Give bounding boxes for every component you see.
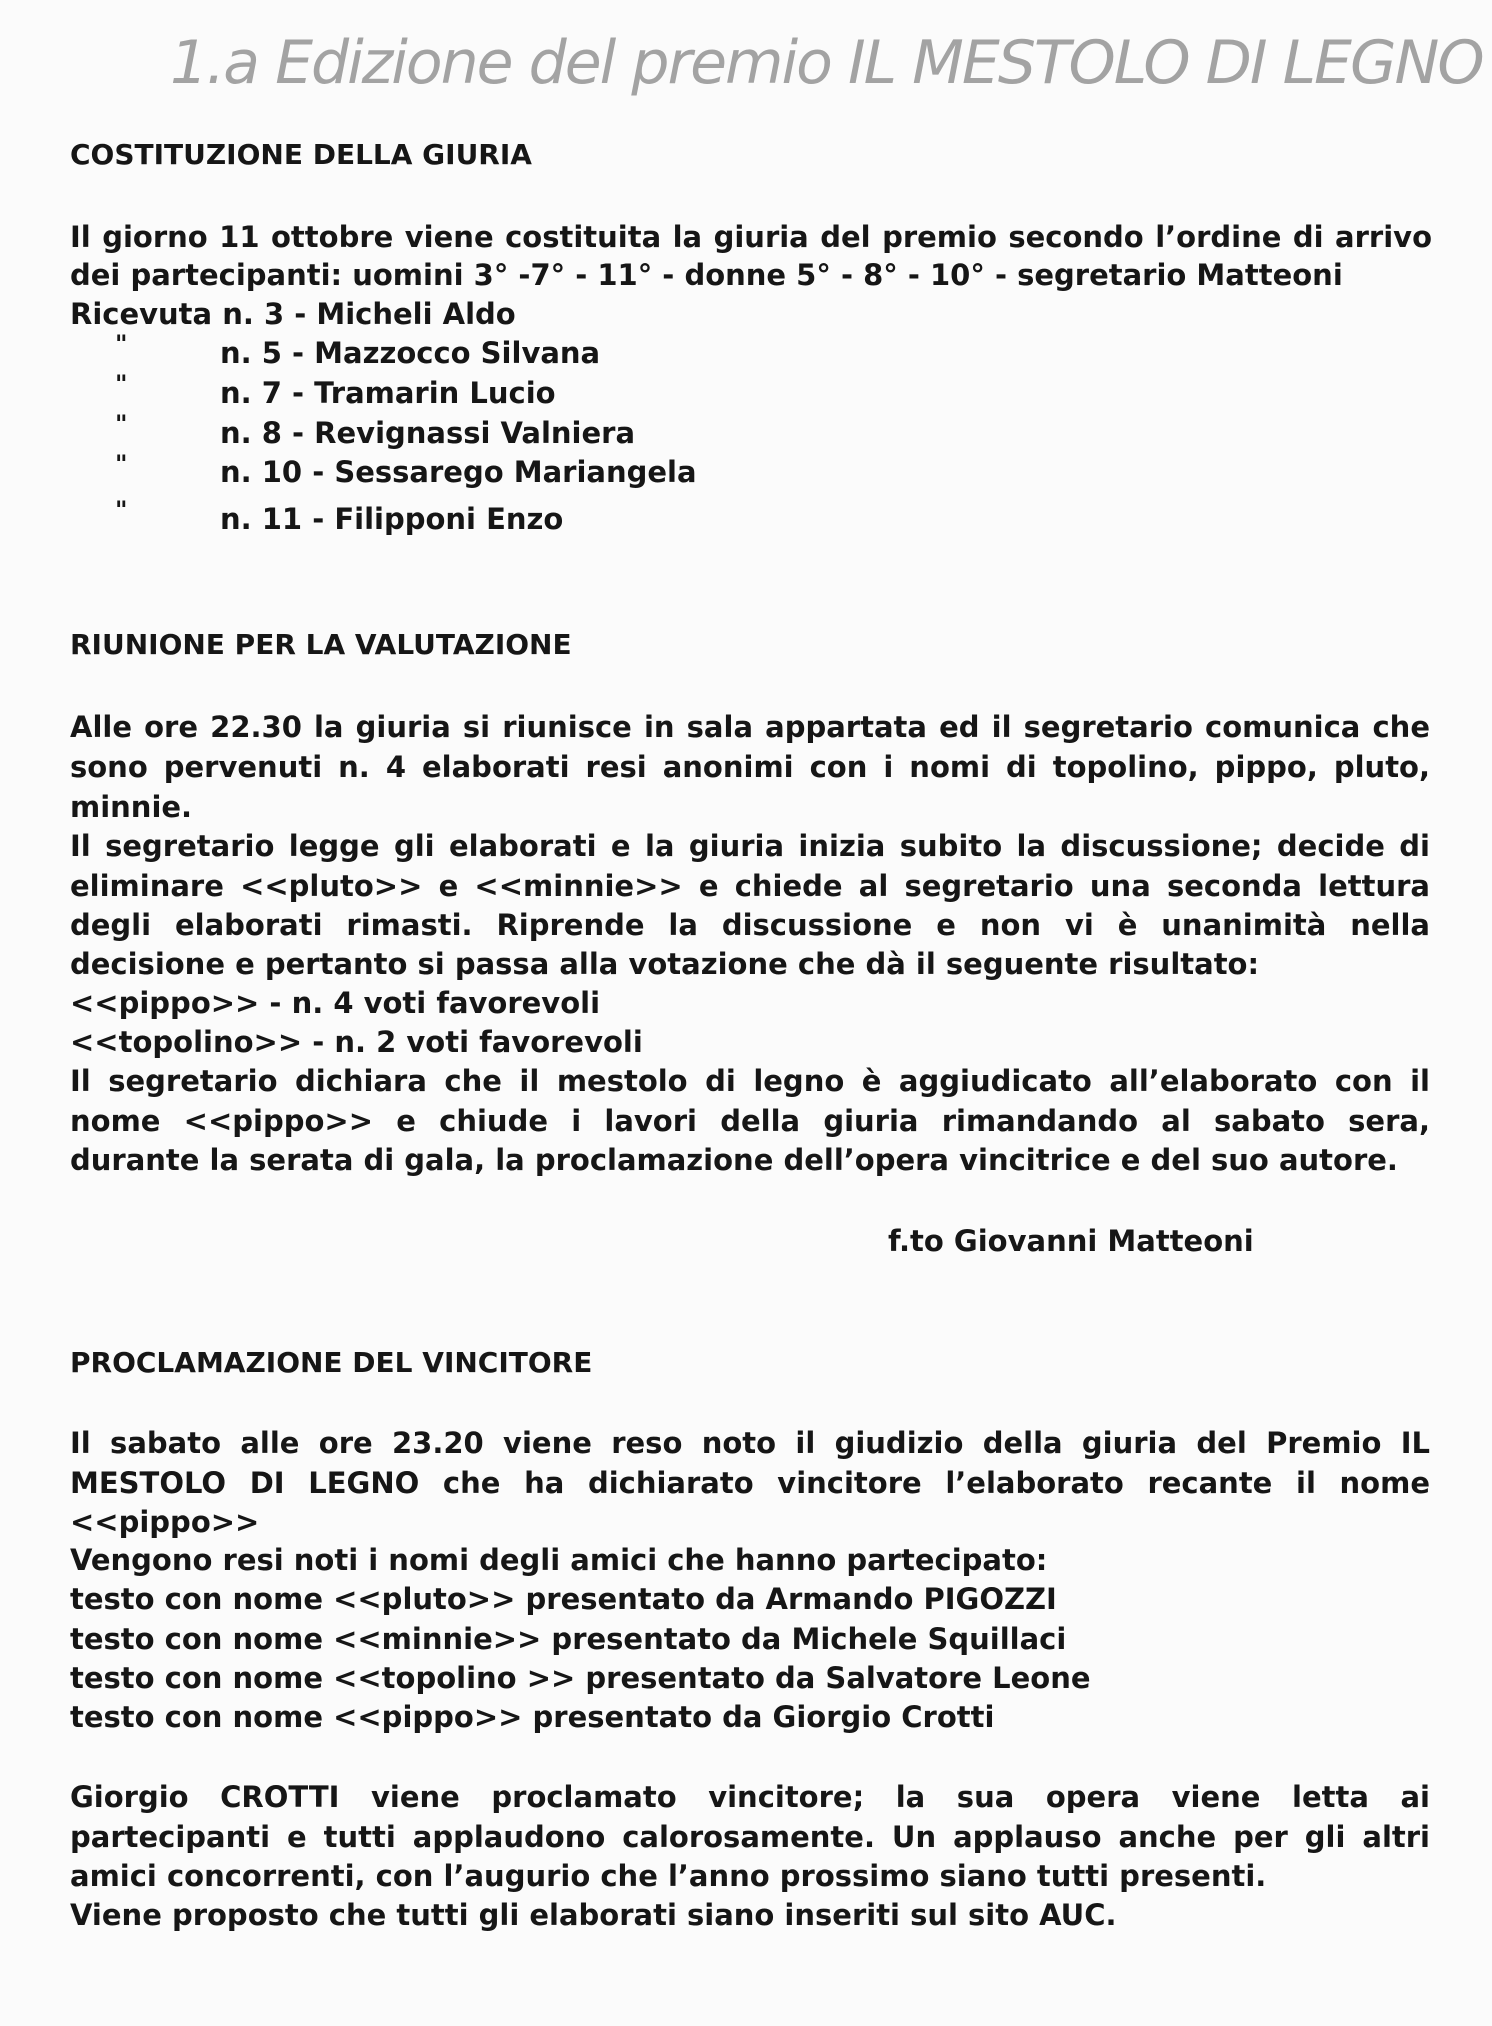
paragraph-line: Il segretario dichiara che il mestolo di legno è aggiudicato all’elaborato con il: [70, 1064, 1430, 1098]
jury-entry: n. 5 - Mazzocco Silvana: [220, 336, 601, 370]
ditto-mark: ": [115, 330, 128, 358]
paragraph-line: minnie.: [70, 790, 193, 824]
paragraph-line: Vengono resi noti i nomi degli amici che hanno partecipato:: [70, 1543, 1048, 1577]
section-heading-vincitore: PROCLAMAZIONE DEL VINCITORE: [70, 1346, 593, 1379]
jury-entry: n. 8 - Revignassi Valniera: [220, 416, 636, 450]
participant-entry: testo con nome <<pippo>> presentato da Giorgio Crotti: [70, 1700, 995, 1734]
paragraph-line: partecipanti e tutti applaudono calorosamente. Un applauso anche per gli altri: [70, 1820, 1430, 1854]
vote-result: <<topolino>> - n. 2 voti favorevoli: [70, 1025, 643, 1059]
paragraph-line: Il segretario legge gli elaborati e la giuria inizia subito la discussione; decide di: [70, 829, 1430, 863]
paragraph-line: MESTOLO DI LEGNO che ha dichiarato vincitore l’elaborato recante il nome: [70, 1466, 1430, 1500]
vote-result: <<pippo>> - n. 4 voti favorevoli: [70, 986, 601, 1020]
ditto-mark: ": [115, 450, 128, 478]
paragraph-line: nome <<pippo>> e chiude i lavori della giuria rimandando al sabato sera,: [70, 1104, 1430, 1138]
paragraph-line: durante la serata di gala, la proclamazione dell’opera vincitrice e del suo autore.: [70, 1143, 1398, 1177]
paragraph-line: dei partecipanti: uomini 3° -7° - 11° - donne 5° - 8° - 10° - segretario Matteoni: [70, 258, 1343, 292]
section-heading-valutazione: RIUNIONE PER LA VALUTAZIONE: [70, 628, 572, 661]
paragraph-line: Il giorno 11 ottobre viene costituita la giuria del premio secondo l’ordine di arrivo: [70, 220, 1432, 254]
paragraph-line: <<pippo>>: [70, 1505, 260, 1539]
paragraph-line: Viene proposto che tutti gli elaborati siano inseriti sul sito AUC.: [70, 1898, 1117, 1932]
paragraph-line: eliminare <<pluto>> e <<minnie>> e chiede al segretario una seconda lettura: [70, 869, 1430, 903]
jury-entry: Ricevuta n. 3 - Micheli Aldo: [70, 297, 516, 331]
paragraph-line: degli elaborati rimasti. Riprende la discussione e non vi è unanimità nella: [70, 908, 1430, 942]
participant-entry: testo con nome <<topolino >> presentato da Salvatore Leone: [70, 1661, 1091, 1695]
ditto-mark: ": [115, 410, 128, 438]
participant-entry: testo con nome <<pluto>> presentato da Armando PIGOZZI: [70, 1582, 1057, 1616]
document-title: 1.a Edizione del premio IL MESTOLO DI LEGNO: [170, 28, 1483, 98]
jury-entry: n. 11 - Filipponi Enzo: [220, 502, 564, 536]
section-heading-giuria: COSTITUZIONE DELLA GIURIA: [70, 138, 532, 171]
participant-entry: testo con nome <<minnie>> presentato da Michele Squillaci: [70, 1622, 1067, 1656]
paragraph-line: amici concorrenti, con l’augurio che l’anno prossimo siano tutti presenti.: [70, 1859, 1267, 1893]
paragraph-line: decisione e pertanto si passa alla votazione che dà il seguente risultato:: [70, 947, 1260, 981]
paragraph-line: Giorgio CROTTI viene proclamato vincitore; la sua opera viene letta ai: [70, 1780, 1430, 1814]
paragraph-line: sono pervenuti n. 4 elaborati resi anonimi con i nomi di topolino, pippo, pluto,: [70, 750, 1430, 784]
paragraph-line: Alle ore 22.30 la giuria si riunisce in sala appartata ed il segretario comunica che: [70, 710, 1430, 744]
jury-entry: n. 7 - Tramarin Lucio: [220, 376, 556, 410]
paragraph-line: Il sabato alle ore 23.20 viene reso noto il giudizio della giuria del Premio IL: [70, 1426, 1430, 1460]
signature: f.to Giovanni Matteoni: [888, 1224, 1254, 1258]
ditto-mark: ": [115, 370, 128, 398]
jury-entry: n. 10 - Sessarego Mariangela: [220, 455, 697, 489]
ditto-mark: ": [115, 496, 128, 524]
